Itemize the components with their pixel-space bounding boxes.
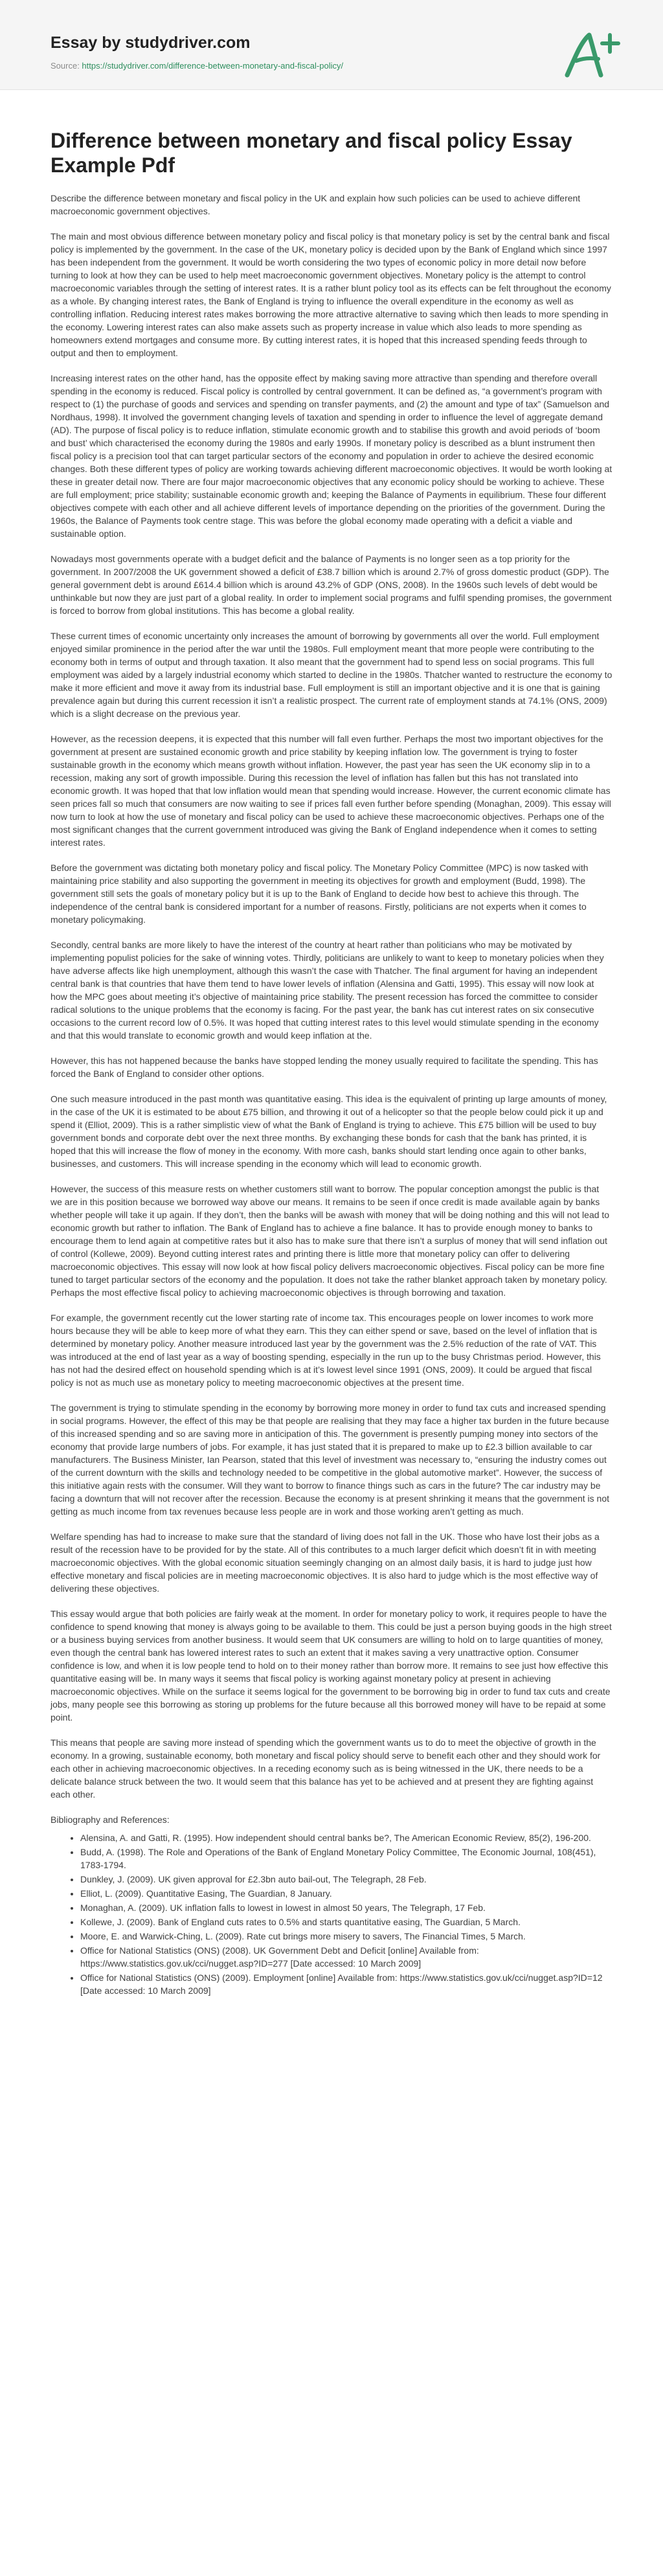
paragraph: Before the government was dictating both monetary policy and fiscal policy. The Monetary Policy Committee (MPC) is now tasked with maintaining price stability and also supporting the government in meeting its objectives for growth and employment (Budd, 1998). The government still sets the goals of monetary policy but it is up to the Bank of England to decide how best to achieve this through. The independence of the central bank is considered important for a number of reasons. Firstly, politicians are not experts when it comes to monetary policymaking. [51, 863, 589, 925]
reference-item: • Budd, A. (1998). The Role and Operations of the Bank of England Monetary Policy Committee, The Economic Journal, 108(451), 1783-1794. [80, 1846, 612, 1871]
source-label: Source: [51, 61, 82, 71]
bibliography-title: Bibliography and References: [51, 1814, 170, 1825]
header [0, 0, 663, 90]
paragraph: However, the success of this measure rests on whether customers still want to borrow. The popular conception amongst the public is that we are in this position because we borrowed way above our means. It remains to be seen if once credit is made available again by banks whether people will take it up again. If they don’t, then the banks will be awash with money that will be doing nothing and this will not lead to economic growth but rather to inflation. The Bank of England has to achieve a fine balance. It has to provide enough money to banks to encourage them to lend again at competitive rates but it also has to make sure that there isn’t a surplus of money that will send inflation out of control (Kollewe, 2009). Beyond cutting interest rates and printing there is little more that monetary policy can offer to delivering macroeconomic objectives. This essay will now look at how fiscal policy delivers macroeconomic objectives. Fiscal policy can be more fine tuned to target particular sectors of the economy and the population. It does not take the rather blanket approach taken by monetary policy. Perhaps the most effective fiscal policy to achieving macroeconomic objectives is through borrowing and taxation. [51, 1184, 610, 1298]
source-line [51, 61, 343, 71]
paragraph: The main and most obvious difference between monetary policy and fiscal policy is that monetary policy is set by the central bank and fiscal policy is implemented by the government. In the case of the UK, monetary policy is decided upon by the Bank of England which since 1997 has been independent from the government. It would be worth considering the two types of economic policy in more detail now before turning to look at how they can be used to help meet macroeconomic government objectives. Monetary policy is the attempt to control macroeconomic variables through the setting of interest rates. It is a rather blunt policy tool as its effects can be felt throughout the economy as a whole. By changing interest rates, the Bank of England is trying to influence the overall expenditure in the economy as well as controlling inflation. Reducing interest rates makes borrowing the more attractive alternative to saving which then leads to more spending in the economy. Lowering interest rates can also make assets such as property increase in value which also leads to more spending as homeowners extend mortgages and consume more. By cutting interest rates, it is hoped that this increased spending feeds through to output and then to employment. [51, 231, 611, 358]
reference-item: • Monaghan, A. (2009). UK inflation falls to lowest in lowest in almost 50 years, The Telegraph, 17 Feb. [80, 1901, 612, 1914]
paragraph: However, this has not happened because the banks have stopped lending the money usually required to facilitate the spending. This has forced the Bank of England to consider other options. [51, 1056, 598, 1079]
paragraph: One such measure introduced in the past month was quantitative easing. This idea is the equivalent of printing up large amounts of money, in the case of the UK it is estimated to be about £75 billion, and throwing it out of a helicopter so that the people below could pick it up and spend it (Elliot, 2009). This is a rather simplistic view of what the Bank of England is trying to achieve. This £75 billion will be used to buy government bonds and corporate debt over the next three months. By exchanging these bonds for cash that the bank has printed, it is hoped that this will increase the flow of money in the economy. With more cash, banks should start lending once again to other banks, businesses, and customers. This will increase spending in the economy which will lead to economic growth. [51, 1094, 607, 1169]
paragraph: Increasing interest rates on the other hand, has the opposite effect by making saving more attractive than spending and therefore overall spending in the economy is reduced. Fiscal policy is controlled by central government. It can be defined as, “a government’s program with respect to (1) the purchase of goods and services and spending on transfer payments, and (2) the amount and type of tax” (Samuelson and Nordhaus, 1998). It involved the government changing levels of taxation and spending in order to influence the level of aggregate demand (AD). The purpose of fiscal policy is to reduce inflation, stimulate economic growth and to stabilise this growth and avoid periods of ‘boom and bust’ which characterised the economy during the 1980s and early 1990s. If monetary policy is described as a blunt instrument then fiscal policy is a precision tool that can target particular sectors of the economy and population in order to achieve the desired economic changes. Both these different types of policy are working towards achieving different macroeconomic objectives. It would be worth looking at these in greater detail now. There are four major macroeconomic objectives that any economic policy should be working to achieve. These are full employment; price stability; sustainable economic growth and; keeping the Balance of Payments in equilibrium. These four different objectives compete with each other and all achieve different levels of importance depending on the priorities of the government. During the 1960s, the Balance of Payments took centre stage. This was before the global economy made operating with a deficit a viable and sustainable option. [51, 373, 612, 539]
paragraph: However, as the recession deepens, it is expected that this number will fall even further. Perhaps the most two important objectives for the government at present are sustained economic growth and price stability by keeping inflation low. The government is trying to foster sustainable growth in the economy which means growth without inflation. However, the past year has seen the UK economy slip in to a recession, making any sort of growth impossible. During this recession the level of inflation has fallen but this has not translated into economic growth. It was hoped that that low inflation would mean that spending would increase. However, the current economic climate has seen prices fall so much that consumers are now waiting to see if prices fall even further before spending (Monaghan, 2009). This essay will now turn to look at how the use of monetary and fiscal policy can be used to achieve these macroeconomic objectives. Perhaps one of the most significant changes that the current government introduced was giving the Bank of England independence when it comes to setting interest rates. [51, 734, 611, 848]
paragraph: Secondly, central banks are more likely to have the interest of the country at heart rather than politicians who may be motivated by implementing populist policies for the sake of winning votes. Thirdly, politicians are unlikely to want to keep to monetary policies when they have adverse affects like high unemployment, although this wasn’t the case with Thatcher. The final argument for having an independent central bank is that countries that have them tend to have lower levels of inflation (Alensina and Gatti, 1995). This essay will now look at how the MPC goes about meeting it’s objective of maintaining price stability. The present recession has forced the committee to consider radical solutions to the unique problems that the economy is facing. For the past year, the bank has cut interest rates on six consecutive occasions to the current record low of 0.5%. It was hoped that cutting interest rates to this level would stimulate spending in the economy and that this would translate to economic growth and would keep inflation at the. [51, 940, 604, 1041]
paragraph: For example, the government recently cut the lower starting rate of income tax. This encourages people on lower incomes to work more hours because they will be able to keep more of what they earn. This they can either spend or save, based on the level of inflation that is determined by monetary policy. Another measure introduced last year by the government was the 2.5% reduction of the rate of VAT. This was introduced at the end of last year as a way of boosting spending, especially in the run up to the busy Christmas period. However, this has not had the desired effect on household spending which is at it’s lowest level since 1991 (ONS, 2009). It could be argued that fiscal policy is not as much use as monetary policy to meeting macroeconomic objectives at the present time. [51, 1313, 601, 1388]
reference-item: • Moore, E. and Warwick-Ching, L. (2009). Rate cut brings more misery to savers, The Financial Times, 5 March. [80, 1930, 612, 1943]
paragraph: This essay would argue that both policies are fairly weak at the moment. In order for monetary policy to work, it requires people to have the confidence to spend knowing that money is always going to be available to them. This could be just a person buying goods in the high street or a business buying services from another business. It would seem that UK consumers are willing to hold on to large quantities of money, even though the central bank has lowered interest rates to such an extent that it makes saving a very unattractive option. Consumer confidence is low, and when it is low people tend to hold on to their money rather than borrow more. It remains to see just how effective this quantitative easing will be. In many ways it seems that fiscal policy is working against monetary policy at present in achieving macroeconomic objectives. While on the surface it seems logical for the government to be borrowing big in order to fund tax cuts and create jobs, many people see this borrowing as storing up problems for the future because all this borrowed money will have to be repaid at some point. [51, 1609, 612, 1723]
site-title: Essay by studydriver.com [51, 34, 251, 52]
reference-list [51, 1831, 612, 1997]
paragraph: This means that people are saving more instead of spending which the government wants us to do to meet the objective of growth in the economy. In a growing, sustainable economy, both monetary and fiscal policy should serve to benefit each other and they should work for each other in achieving macroeconomic objectives. In a receding economy such as is being witnessed in the UK, there needs to be a delicate balance struck between the two. It would seem that this balance has yet to be achieved and at present they are fighting against each other. [51, 1737, 601, 1800]
paragraph: Describe the difference between monetary and fiscal policy in the UK and explain how such policies can be used to achieve different macroeconomic government objectives. [51, 193, 581, 216]
reference-item: • Kollewe, J. (2009). Bank of England cuts rates to 0.5% and starts quantitative easing, The Guardian, 5 March. [80, 1915, 612, 1928]
paragraph: The government is trying to stimulate spending in the economy by borrowing more money in order to fund tax cuts and increased spending in social programs. However, the effect of this may be that people are realising that they may face a higher tax burden in the future because of this increased spending and so are saving more in anticipation of this. The government is presently pumping money into sectors of the economy that provide large numbers of jobs. For example, it has just stated that it is prepared to make up to £2.3 billion available to car manufacturers. The Business Minister, Ian Pearson, stated that this level of investment was necessary to, “ensuring the industry comes out of the current downturn with the skills and technology needed to be competitive in the global automotive market”. However, the success of this initiative again rests with the consumer. Will they want to borrow to finance things such as cars in the future? The car industry may be facing a downturn that will not recover after the recession. Because the economy is at present shrinking it means that the government is not getting as much income from tax revenues because less people are in work and those working aren’t getting as much. [51, 1403, 610, 1517]
source-link[interactable]: https://studydriver.com/difference-between-monetary-and-fiscal-policy/ [82, 61, 344, 71]
reference-item: • Dunkley, J. (2009). UK given approval for £2.3bn auto bail-out, The Telegraph, 28 Feb. [80, 1873, 612, 1886]
reference-item: • Alensina, A. and Gatti, R. (1995). How independent should central banks be?, The American Economic Review, 85(2), 196-200. [80, 1831, 612, 1844]
a-plus-logo-icon [562, 28, 623, 80]
reference-item: • Elliot, L. (2009). Quantitative Easing, The Guardian, 8 January. [80, 1887, 612, 1900]
document-title: Difference between monetary and fiscal policy Essay Example Pdf [51, 129, 572, 177]
paragraph: Nowadays most governments operate with a budget deficit and the balance of Payments is no longer seen as a top priority for the government. In 2007/2008 the UK government showed a deficit of £38.7 billion which is around 2.7% of gross domestic product (GDP). The general government debt is around £614.4 billion which is around 43.2% of GDP (ONS, 2008). In the 1960s such levels of debt would be unthinkable but now they are just part of a global reality. In order to implement social programs and fulfil spending promises, the government is forced to borrow from global institutions. This has become a global reality. [51, 554, 612, 616]
paragraph: Welfare spending has had to increase to make sure that the standard of living does not fall in the UK. Those who have lost their jobs as a result of the recession have to be provided for by the state. All of this contributes to a much larger deficit which doesn’t fit in with meeting macroeconomic objectives. With the global economic situation seemingly changing on an almost daily basis, it is hard to judge just how effective monetary and fiscal policies are in meeting macroeconomic objectives. It is also hard to judge which is the most effective way of delivering these objectives. [51, 1531, 600, 1594]
paragraph: These current times of economic uncertainty only increases the amount of borrowing by governments all over the world. Full employment enjoyed similar prominence in the period after the war until the 1980s. Full employment meant that more people were contributing to the economy both in terms of output and through taxation. It also meant that the government had to spend less on social programs. This full employment was aided by a largely industrial economy which started to decline in the 1980s. Thatcher wanted to restructure the economy to make it more efficient and move it away from its industrial base. Full employment is still an important objective and it is one that is gaining prevalence again but during this current recession it isn’t a realistic prospect. The current rate of employment stands at 74.1% (ONS, 2009) which is a slight decrease on the previous year. [51, 631, 612, 719]
reference-item: • Office for National Statistics (ONS) (2008). UK Government Debt and Deficit [online] Available from: https://www.statistics.gov.uk/cci/nugget.asp?ID=277 [Date accessed: 10 March 2009] [80, 1944, 612, 1970]
essay-content [51, 128, 612, 1998]
reference-item: • Office for National Statistics (ONS) (2009). Employment [online] Available from: https://www.statistics.gov.uk/cci/nugget.asp?ID=12 [Date accessed: 10 March 2009] [80, 1971, 612, 1997]
